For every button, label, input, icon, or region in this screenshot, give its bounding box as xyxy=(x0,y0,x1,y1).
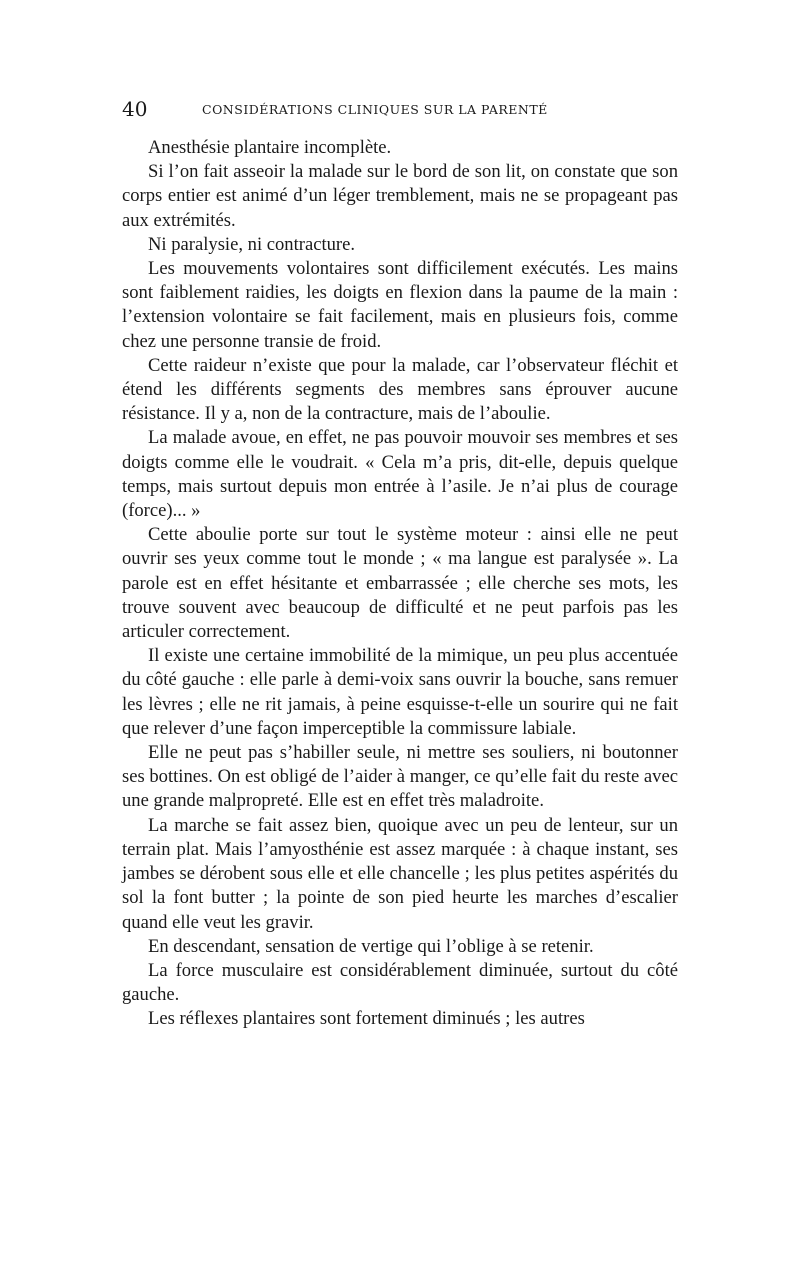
book-page xyxy=(122,96,678,1032)
paragraph: Cette raideur n’existe que pour la malade, car l’observateur fléchit et étend les différents segments des membres sans éprouver aucune résistance. Il y a, non de la contracture, mais de l’aboulie. xyxy=(122,354,678,425)
paragraph: Les réflexes plantaires sont fortement diminués ; les autres xyxy=(148,1008,585,1030)
paragraph: Les mouvements volontaires sont difficilement exécutés. Les mains sont faiblement raidies, les doigts en flexion dans la paume de la main : l’extension volontaire se fait facilement, mais en plusieurs fois, comme chez une personne transie de froid. xyxy=(122,258,678,352)
paragraph: En descendant, sensation de vertige qui l’oblige à se retenir. xyxy=(148,935,594,957)
paragraph: Il existe une certaine immobilité de la mimique, un peu plus accentuée du côté gauche : elle parle à demi-voix sans ouvrir la bouche, sans remuer les lèvres ; elle ne rit jamais, à peine esquisse-t-elle un sourire qui ne fait que relever d’une façon imperceptible la commissure labiale. xyxy=(122,645,678,739)
paragraph: Ni paralysie, ni contracture. xyxy=(148,233,356,255)
paragraph: Si l’on fait asseoir la malade sur le bord de son lit, on constate que son corps entier est animé d’un léger tremblement, mais ne se propageant pas aux extrémités. xyxy=(122,161,678,231)
body-text xyxy=(122,136,678,1032)
page-number: 40 xyxy=(122,97,148,121)
paragraph: La force musculaire est considérablement diminuée, surtout du côté gauche. xyxy=(122,959,678,1006)
running-head: CONSIDÉRATIONS CLINIQUES SUR LA PARENTÉ xyxy=(202,102,548,117)
paragraph: Anesthésie plantaire incomplète. xyxy=(148,137,392,158)
paragraph: Cette aboulie porte sur tout le système moteur : ainsi elle ne peut ouvrir ses yeux comme tout le monde ; « ma langue est paralysée ». La parole est en effet hésitante et embarrassée ; elle cherche ses mots, les trouve souvent avec beaucoup de difficulté et ne peut parfois pas les articuler correctement. xyxy=(122,524,678,643)
paragraph: La marche se fait assez bien, quoique avec un peu de lenteur, sur un terrain plat. Mais l’amyosthénie est assez marquée : à chaque instant, ses jambes se dérobent sous elle et elle chancelle ; les plus petites aspérités du sol la font butter ; la pointe de son pied heurte les marches d’escalier quand elle veut les gravir. xyxy=(122,814,678,933)
paragraph: Elle ne peut pas s’habiller seule, ni mettre ses souliers, ni boutonner ses bottines. On est obligé de l’aider à manger, ce qu’elle fait du reste avec une grande malpropreté. Elle est en effet très maladroite. xyxy=(122,742,678,812)
page-header xyxy=(122,96,678,126)
paragraph: La malade avoue, en effet, ne pas pouvoir mouvoir ses membres et ses doigts comme elle le voudrait. « Cela m’a pris, dit-elle, depuis quelque temps, mais surtout depuis mon entrée à l’asile. Je n’ai plus de courage (force)... » xyxy=(122,427,678,522)
